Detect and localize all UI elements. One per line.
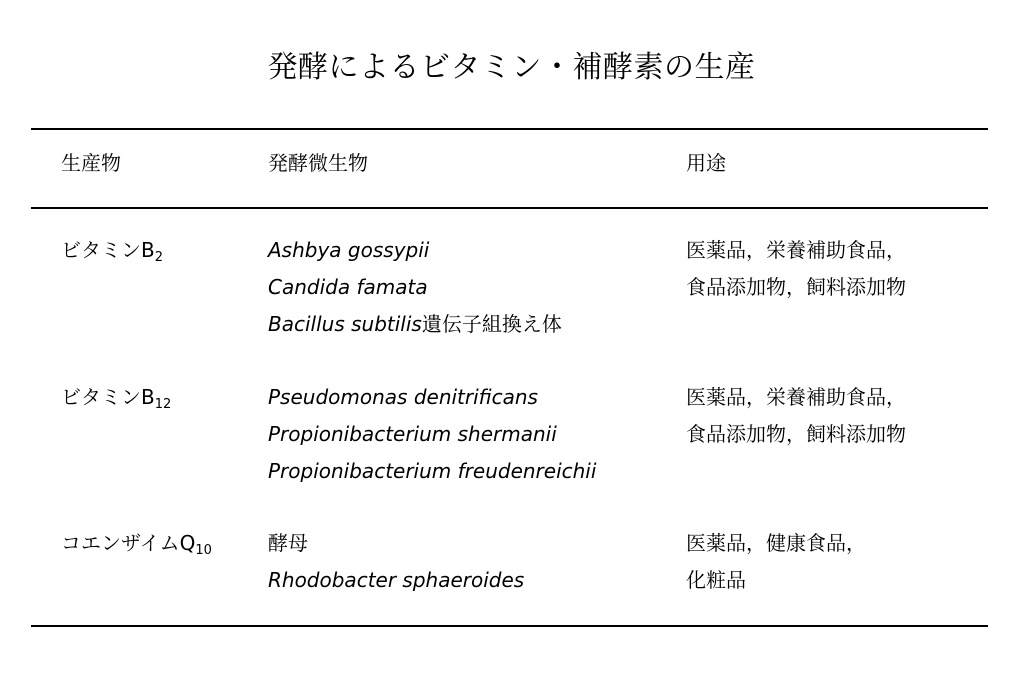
table-row-uses (686, 525, 866, 599)
table-bottom-rule (31, 625, 988, 627)
table-row-uses (686, 379, 906, 453)
organism-scientific-name: Bacillus subtilis (268, 312, 422, 336)
table-row-organisms (268, 379, 596, 490)
organism-note: 遺伝子組換え体 (421, 312, 562, 336)
header-organism: 発酵微生物 (268, 151, 368, 175)
organism-item (268, 416, 596, 453)
organism-item (268, 306, 562, 343)
organism-scientific-name: Rhodobacter sphaeroides (268, 568, 525, 592)
product-name: ビタミンB (61, 238, 155, 262)
organism-scientific-name: Candida famata (268, 275, 428, 299)
organism-scientific-name: Propionibacterium shermanii (268, 422, 557, 446)
organism-item (268, 379, 596, 416)
table-top-rule (31, 128, 988, 130)
use-line: 医薬品，健康食品， (686, 531, 866, 555)
product-name: ビタミンB (61, 385, 155, 409)
organism-scientific-name: Ashbya gossypii (268, 238, 430, 262)
table-row-product (61, 232, 163, 269)
use-line: 医薬品，栄養補助食品， (686, 385, 906, 409)
organism-scientific-name: Propionibacterium freudenreichii (268, 459, 597, 483)
product-subscript: 2 (154, 250, 164, 265)
product-subscript: 10 (195, 543, 212, 558)
table-row-product (61, 379, 171, 416)
organism-item (268, 453, 596, 490)
table-row-uses (686, 232, 906, 306)
organism-item (268, 562, 524, 599)
organism-item (268, 525, 524, 562)
organism-item (268, 232, 562, 269)
table-header-rule (31, 207, 988, 209)
page-title: 発酵によるビタミン・補酵素の生産 (267, 50, 756, 85)
organism-item (268, 269, 562, 306)
header-use: 用途 (686, 151, 726, 175)
product-name: コエンザイムQ (61, 531, 196, 555)
use-line: 化粧品 (686, 568, 746, 592)
header-product: 生産物 (61, 151, 121, 175)
table-row-organisms (268, 525, 524, 599)
table-row-product (61, 525, 212, 562)
use-line: 食品添加物，飼料添加物 (686, 275, 906, 299)
use-line: 医薬品，栄養補助食品， (686, 238, 906, 262)
organism-scientific-name: Pseudomonas denitrificans (268, 385, 538, 409)
use-line: 食品添加物，飼料添加物 (686, 422, 906, 446)
table-row-organisms (268, 232, 562, 343)
product-subscript: 12 (154, 397, 172, 412)
organism-note: 酵母 (268, 531, 308, 555)
